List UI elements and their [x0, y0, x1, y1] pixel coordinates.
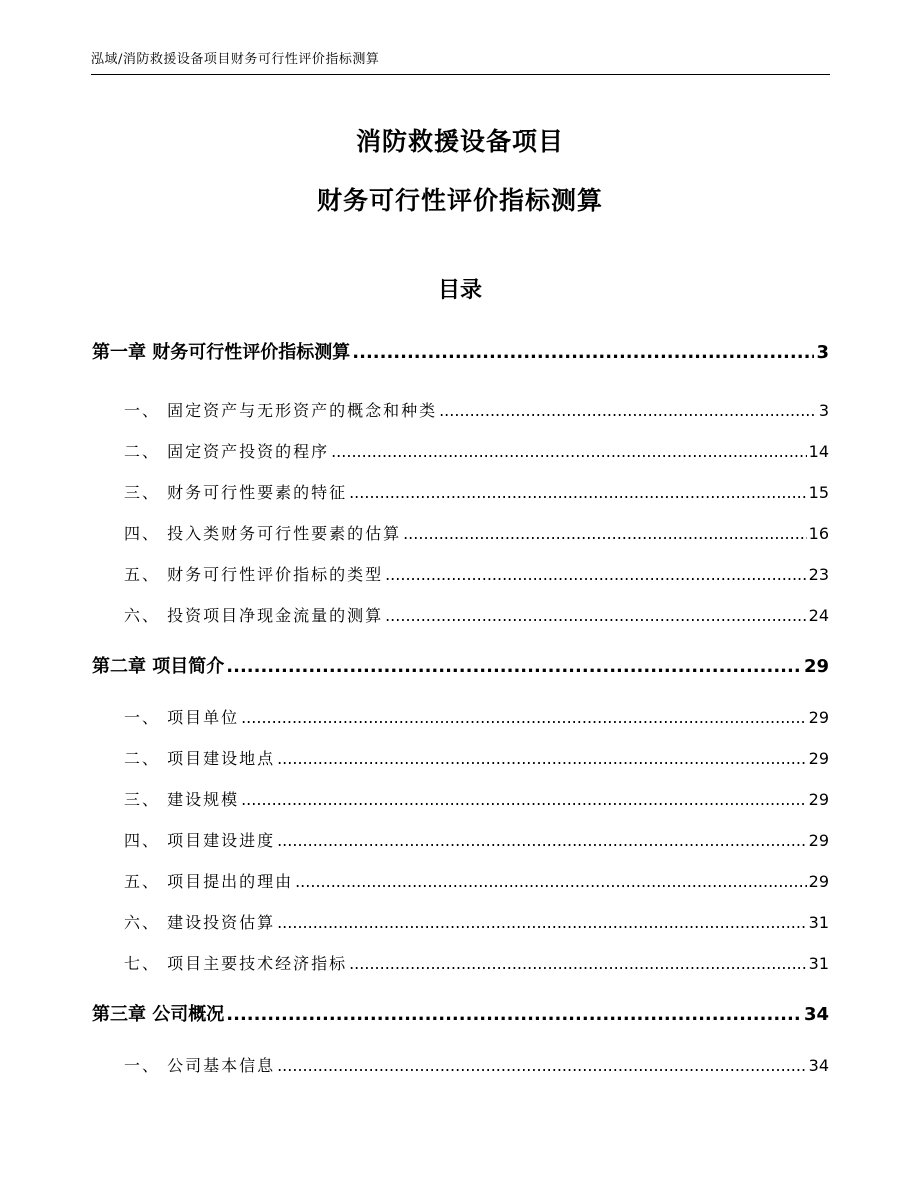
toc-entry-section[interactable]: [92, 480, 829, 503]
toc-leader-dots: [439, 401, 817, 420]
toc-entry-section[interactable]: [92, 603, 829, 626]
toc-entry-label: 二、 固定资产投资的程序: [124, 442, 330, 461]
toc-entry-page: 34: [803, 1004, 829, 1025]
toc-entry-section[interactable]: [92, 398, 829, 421]
toc-entry-chapter[interactable]: [92, 338, 829, 364]
toc-entry-section[interactable]: [92, 828, 829, 851]
toc-entry-section[interactable]: [92, 787, 829, 810]
toc-entry-chapter[interactable]: [92, 652, 829, 678]
toc-entry-page: 24: [808, 606, 829, 625]
document-title-line-1: 消防救援设备项目: [355, 127, 564, 156]
toc-entry-page: 29: [808, 872, 829, 891]
toc-entry-section[interactable]: [92, 1053, 829, 1076]
toc-entry-page: 31: [808, 954, 829, 973]
toc-entry-label: 五、 财务可行性评价指标的类型: [124, 565, 384, 584]
toc-entry-label: 六、 建设投资估算: [124, 913, 276, 932]
toc-entry-page: 29: [803, 656, 829, 677]
table-of-contents: [92, 0, 829, 1191]
toc-entry-page: 15: [808, 483, 829, 502]
toc-entry-page: 16: [808, 524, 829, 543]
toc-leader-dots: [277, 749, 807, 768]
toc-entry-page: 3: [816, 342, 829, 363]
document-title-line-2: 财务可行性评价指标测算: [316, 186, 603, 215]
toc-leader-dots: [226, 1004, 802, 1025]
toc-entry-page: 29: [808, 749, 829, 768]
toc-leader-dots: [349, 483, 807, 502]
toc-heading: 目录: [437, 278, 482, 303]
toc-leader-dots: [277, 1056, 807, 1075]
toc-entry-section[interactable]: [92, 705, 829, 728]
toc-entry-section[interactable]: [92, 951, 829, 974]
toc-entry-label: 四、 投入类财务可行性要素的估算: [124, 524, 402, 543]
toc-leader-dots: [385, 606, 807, 625]
toc-entry-page: 29: [808, 831, 829, 850]
toc-leader-dots: [352, 342, 814, 363]
toc-entry-page: 34: [808, 1056, 829, 1075]
toc-leader-dots: [277, 913, 807, 932]
toc-entry-section[interactable]: [92, 439, 829, 462]
toc-entry-label: 第三章 公司概况: [92, 1004, 225, 1025]
toc-entry-page: 23: [808, 565, 829, 584]
toc-entry-label: 一、 项目单位: [124, 708, 240, 727]
toc-leader-dots: [403, 524, 807, 543]
toc-entry-label: 一、 固定资产与无形资产的概念和种类: [124, 401, 438, 420]
toc-leader-dots: [241, 708, 807, 727]
toc-entry-section[interactable]: [92, 869, 829, 892]
toc-entry-page: 29: [808, 790, 829, 809]
toc-entry-label: 一、 公司基本信息: [124, 1056, 276, 1075]
toc-leader-dots: [277, 831, 807, 850]
toc-entry-page: 3: [818, 401, 829, 420]
toc-leader-dots: [226, 656, 802, 677]
toc-entry-section[interactable]: [92, 562, 829, 585]
toc-entry-section[interactable]: [92, 746, 829, 769]
toc-entry-label: 七、 项目主要技术经济指标: [124, 954, 348, 973]
toc-entry-label: 五、 项目提出的理由: [124, 872, 294, 891]
toc-entry-label: 三、 建设规模: [124, 790, 240, 809]
toc-leader-dots: [385, 565, 807, 584]
toc-entry-label: 四、 项目建设进度: [124, 831, 276, 850]
toc-entry-page: 31: [808, 913, 829, 932]
running-header-text: 泓域/消防救援设备项目财务可行性评价指标测算: [91, 52, 380, 67]
toc-leader-dots: [331, 442, 807, 461]
toc-entry-label: 二、 项目建设地点: [124, 749, 276, 768]
toc-leader-dots: [241, 790, 807, 809]
toc-entry-section[interactable]: [92, 521, 829, 544]
toc-entry-label: 第一章 财务可行性评价指标测算: [92, 342, 351, 363]
toc-entry-section[interactable]: [92, 910, 829, 933]
toc-entry-label: 三、 财务可行性要素的特征: [124, 483, 348, 502]
toc-entry-chapter[interactable]: [92, 1000, 829, 1026]
toc-leader-dots: [295, 872, 807, 891]
toc-entry-label: 第二章 项目简介: [92, 656, 225, 677]
toc-entry-page: 29: [808, 708, 829, 727]
toc-entry-label: 六、 投资项目净现金流量的测算: [124, 606, 384, 625]
toc-entry-page: 14: [808, 442, 829, 461]
toc-leader-dots: [349, 954, 807, 973]
